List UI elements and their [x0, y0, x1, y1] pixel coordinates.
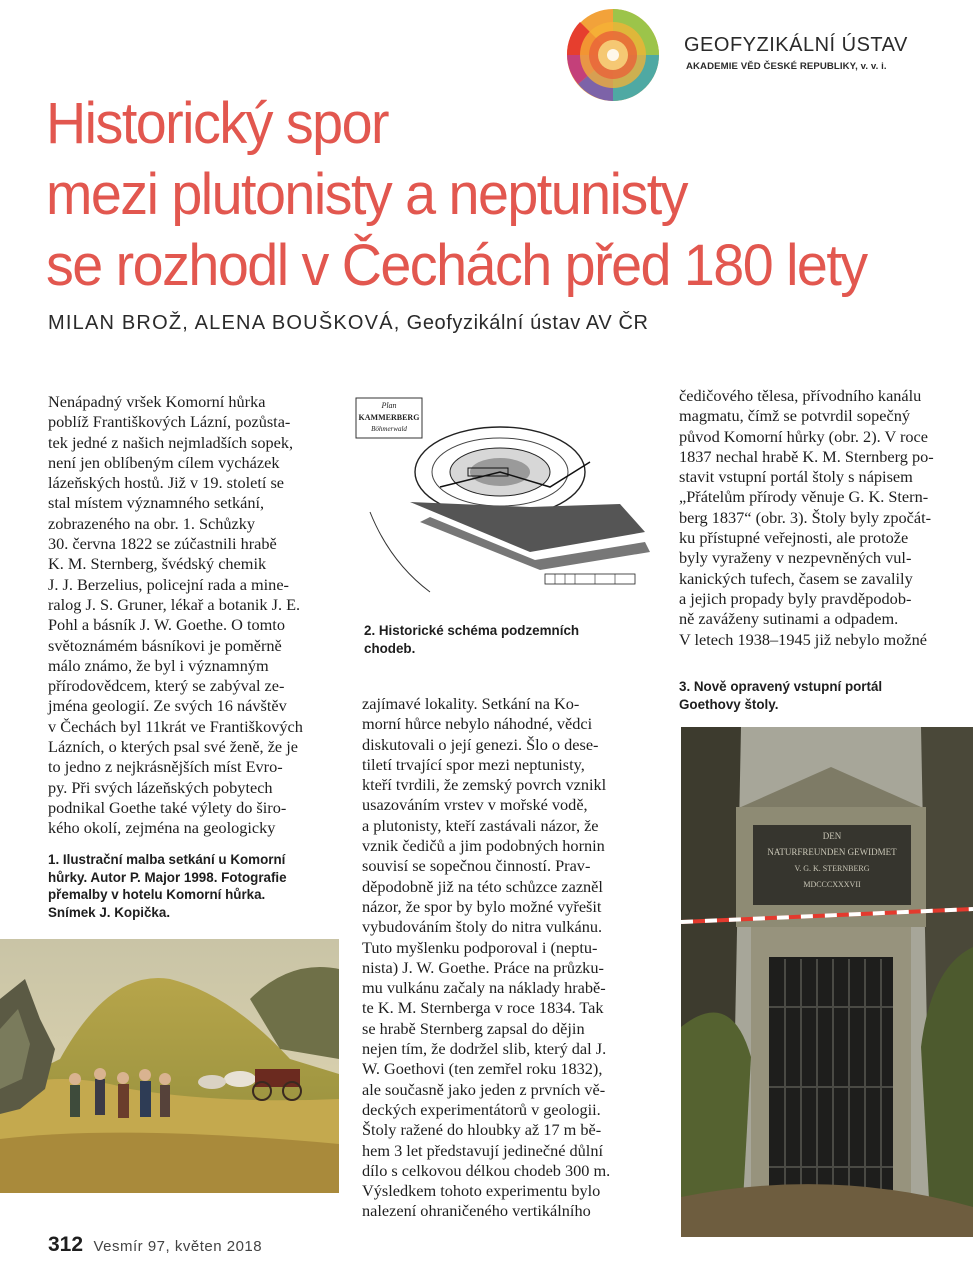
body-line: tiletí trvající spor mezi neptunisty,: [362, 754, 585, 774]
body-line: W. Goethovi (ten zemřel roku 1832),: [362, 1059, 603, 1079]
body-line: magmatu, čímž se potvrdil sopečný: [679, 406, 911, 426]
body-line: zobrazeného na obr. 1. Schůzky: [48, 513, 256, 533]
body-line: „Přátelům přírody věnuje G. K. Stern-: [679, 487, 929, 507]
body-line: kého okolí, zejména na geologicky: [48, 818, 276, 838]
body-line: Výsledkem tohoto experimentu bylo: [362, 1181, 601, 1201]
body-line: stavit vstupní portál štoly s nápisem: [679, 467, 913, 487]
caption-line: hůrky. Autor P. Major 1998. Fotografie: [48, 869, 287, 885]
scheme-title-1: Plan: [381, 401, 397, 410]
body-line: byly vyraženy v nezpevněných vul-: [679, 548, 912, 568]
figure-3-caption: [679, 678, 882, 713]
body-line: názor, že spor by bylo možné vyřešit: [362, 896, 602, 916]
org-subtitle: AKADEMIE VĚD ČESKÉ REPUBLIKY, v. v. i.: [686, 61, 887, 72]
body-line: Štoly ražené do hloubky až 17 m bě-: [362, 1120, 602, 1140]
body-line: nista) J. W. Goethe. Práce na průzku-: [362, 957, 604, 977]
body-line: vybudováním štoly do nitra vulkánu.: [362, 917, 603, 937]
body-line: dílo s celkovou délkou chodeb 300 m.: [362, 1160, 611, 1180]
body-line: původ Komorní hůrky (obr. 2). V roce: [679, 426, 929, 446]
figure-3-portal-photo: [681, 727, 973, 1237]
body-line: stal místem významného setkání,: [48, 493, 265, 513]
org-name: GEOFYZIKÁLNÍ ÚSTAV: [684, 34, 908, 56]
figure-1-painting: [0, 939, 339, 1193]
figure-1-caption: [48, 851, 287, 921]
body-column-2: [362, 694, 610, 1222]
body-column-1: [48, 392, 303, 839]
body-line: kteří tvrdili, že zemský povrch vznikl: [362, 775, 607, 795]
body-line: není jen oblíbeným cílem vycházek: [48, 452, 280, 472]
body-line: Nenápadný vršek Komorní hůrka: [48, 392, 266, 411]
body-line: mu vulkánu začaly na náklady hrabě-: [362, 978, 606, 998]
authors: MILAN BROŽ, ALENA BOUŠKOVÁ,: [48, 312, 401, 334]
body-line: poblíž Františkových Lázní, pozůsta-: [48, 412, 291, 432]
portal-inscription-3: V. G. K. STERNBERG: [794, 864, 870, 873]
body-line: J. J. Berzelius, policejní rada a mine-: [48, 574, 289, 594]
page-footer: [48, 1233, 262, 1257]
body-line: světoznámém básníkovi je poměrně: [48, 635, 282, 655]
magazine-issue: Vesmír 97, květen 2018: [93, 1238, 263, 1255]
body-line: ně zaváženy sutinami a odpadem.: [679, 609, 899, 629]
caption-line: 1. Ilustrační malba setkání u Komorní: [48, 852, 286, 867]
affiliation: Geofyzikální ústav AV ČR: [406, 312, 649, 334]
body-line: nejen tím, že dodržel slib, který dal J.: [362, 1039, 607, 1059]
portal-inscription-4: MDCCCXXXVII: [803, 880, 861, 889]
body-line: lázeňských hostů. Již v 19. století se: [48, 473, 285, 493]
body-line: 1837 nechal hrabě K. M. Sternberg po-: [679, 446, 934, 466]
article-title: [46, 88, 910, 301]
body-line: to jedno z nejkrásnějších míst Evro-: [48, 757, 283, 777]
body-line: ralog J. S. Gruner, lékař a botanik J. E.: [48, 594, 301, 614]
figure-2-caption: [364, 622, 579, 657]
body-line: a plutonisty, kteří zastávali názor, že: [362, 815, 599, 835]
caption-line: Snímek J. Kopička.: [48, 904, 171, 920]
scheme-title-2: KAMMERBERG: [358, 413, 420, 422]
body-line: diskutovali o její genezi. Šlo o dese-: [362, 734, 599, 754]
body-line: K. M. Sternberg, švédský chemik: [48, 554, 267, 574]
body-line: a jejich propady byly pravděpodob-: [679, 588, 912, 608]
body-line: podnikal Goethe také výlety do širo-: [48, 797, 287, 817]
body-line: čedičového tělesa, přívodního kanálu: [679, 386, 922, 405]
body-line: Pohl a básník J. W. Goethe. O tomto: [48, 615, 285, 635]
article-byline: [48, 312, 649, 335]
caption-line: 3. Nově opravený vstupní portál: [679, 679, 883, 694]
page-number: 312: [48, 1233, 84, 1256]
body-line: 30. června 1822 se zúčastnili hrabě: [48, 534, 277, 554]
portal-inscription-2: NATURFREUNDEN GEWIDMET: [767, 847, 897, 857]
body-line: usazováním vrstev v mořské vodě,: [362, 795, 588, 815]
body-line: zajímavé lokality. Setkání na Ko-: [362, 694, 580, 713]
body-line: ale současně jako jeden z prvních vě-: [362, 1079, 606, 1099]
caption-line: přemalby v hotelu Komorní hůrka.: [48, 887, 266, 902]
title-line: Historický spor: [46, 91, 389, 156]
body-line: Lázních, o kterých psal své ženě, že je: [48, 737, 298, 757]
caption-line: Goethovy štoly.: [679, 696, 779, 712]
caption-line: chodeb.: [364, 640, 416, 656]
body-line: jména geologií. Ze svých 16 návštěv: [48, 696, 287, 716]
body-line: v Čechách byl 11krát ve Františkových: [48, 716, 303, 736]
scheme-title-3: Böhmerwald: [371, 425, 407, 433]
body-line: py. Při svých lázeňských pobytech: [48, 777, 273, 797]
body-line: V letech 1938–1945 již nebylo možné: [679, 629, 927, 649]
figure-2-scheme: [350, 392, 660, 604]
body-line: tek jedné z našich nejmladších sopek,: [48, 432, 294, 452]
title-line: se rozhodl v Čechách před 180 lety: [46, 233, 867, 298]
body-line: ku přístupné veřejnosti, ale protože: [679, 528, 909, 548]
body-line: souvisí se sopečnou činností. Prav-: [362, 856, 591, 876]
body-line: vznik čedičů a jim podobných hornin: [362, 836, 605, 856]
body-line: morní hůrce nebylo náhodné, vědci: [362, 714, 593, 734]
body-line: deckých experimentátorů v geologii.: [362, 1099, 601, 1119]
body-line: hem 3 let představují jedinečné důlní: [362, 1140, 603, 1160]
body-line: děpodobně již na této schůzce zazněl: [362, 876, 603, 896]
body-line: nalezení ohraničeného vertikálního: [362, 1201, 591, 1221]
body-column-3: [679, 386, 934, 650]
portal-inscription-1: DEN: [822, 831, 842, 841]
body-line: Tuto myšlenku podporoval i (neptu-: [362, 937, 598, 957]
body-line: te K. M. Sternberga v roce 1834. Tak: [362, 998, 604, 1018]
body-line: berg 1837“ (obr. 3). Štoly byly zpočát-: [679, 507, 932, 527]
body-line: přírodovědcem, který se zabýval ze-: [48, 676, 285, 696]
body-line: se hrabě Sternberg zapsal do dějin: [362, 1018, 585, 1038]
body-line: kanických tufech, časem se zavalily: [679, 568, 913, 588]
caption-line: 2. Historické schéma podzemních: [364, 623, 580, 638]
title-line: mezi plutonisty a neptunisty: [46, 162, 687, 227]
body-line: málo známo, že byl i významným: [48, 655, 269, 675]
